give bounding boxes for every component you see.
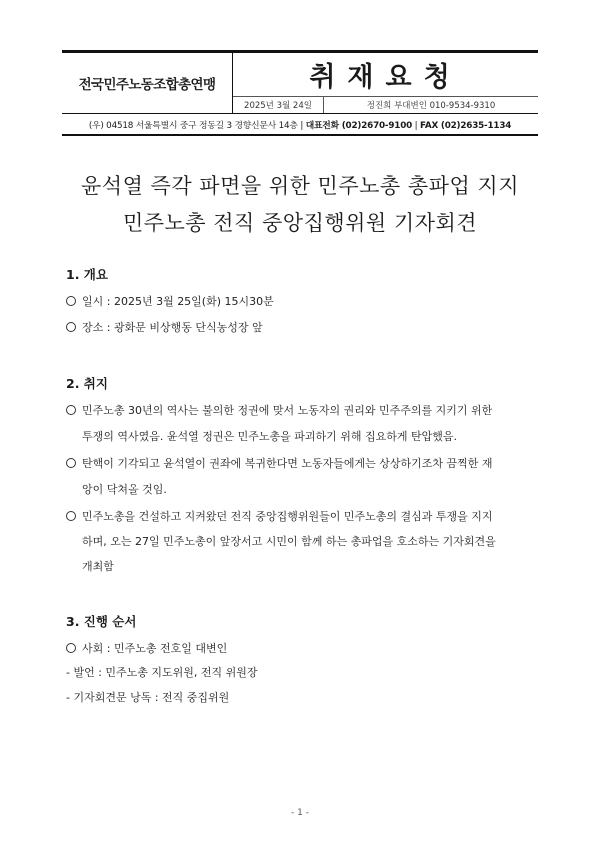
list-item-continuation: 투쟁의 역사였음. 윤석열 정권은 민주노총을 파괴하기 위해 집요하게 탄압했음. xyxy=(82,430,457,443)
address-row xyxy=(62,114,538,136)
contact-person: 정진희 부대변인 010-9534-9310 xyxy=(366,101,496,111)
list-item-continuation: 앙이 닥쳐올 것임. xyxy=(82,483,167,496)
list-item: 탄핵이 기각되고 윤석열이 권좌에 복귀한다면 노동자들에게는 상상하기조차 끔찍한 재 xyxy=(66,455,493,471)
organization-name: 전국민주노동조합총연맹 xyxy=(62,53,233,113)
address-separator: | xyxy=(414,121,421,131)
section-heading-program: 3. 진행 순서 xyxy=(66,614,137,629)
main-title-line-2: 민주노총 전직 중앙집행위원 기자회견 xyxy=(122,211,478,235)
header-meta-row xyxy=(233,97,538,113)
press-header xyxy=(62,50,538,136)
main-title-line-1: 윤석열 즉각 파면을 위한 민주노총 총파업 지지 xyxy=(81,174,519,198)
circle-bullet-icon xyxy=(66,643,76,653)
circle-bullet-icon xyxy=(66,511,76,521)
circle-bullet-icon xyxy=(66,296,76,306)
section-heading-overview: 1. 개요 xyxy=(66,267,108,282)
list-item: 민주노총 30년의 역사는 불의한 정권에 맞서 노동자의 권리와 민주주의를 지키기 위한 xyxy=(66,402,492,418)
release-date: 2025년 3월 24일 xyxy=(233,97,324,113)
list-item: 장소 : 광화문 비상행동 단식농성장 앞 xyxy=(66,319,263,335)
circle-bullet-icon xyxy=(66,405,76,415)
header-top-row xyxy=(62,50,538,114)
header-right-block xyxy=(233,53,538,113)
list-item: 민주노총을 건설하고 지켜왔던 전직 중앙집행위원들이 민주노총의 결심과 투쟁을 지지 xyxy=(66,508,493,524)
press-request-title: 취재요청 xyxy=(233,53,538,97)
fax-number: FAX (02)2635-1134 xyxy=(420,121,512,131)
postal-address: (우) 04518 서울특별시 중구 정동길 3 경향신문사 14층 xyxy=(88,121,298,131)
section-heading-purpose: 2. 취지 xyxy=(66,376,108,391)
address-separator: | xyxy=(300,121,306,131)
page-number: - 1 - xyxy=(291,808,309,818)
list-item-continuation: 하며, 오는 27일 민주노총이 앞장서고 시민이 함께 하는 총파업을 호소하는 기자회견을 xyxy=(82,535,496,548)
list-item: - 기자회견문 낭독 : 전직 중집위원 xyxy=(66,691,230,704)
list-item-continuation: 개최함 xyxy=(82,560,114,573)
list-item: 일시 : 2025년 3월 25일(화) 15시30분 xyxy=(66,293,274,309)
circle-bullet-icon xyxy=(66,458,76,468)
list-item: 사회 : 민주노총 전호일 대변인 xyxy=(66,640,227,656)
list-item: - 발언 : 민주노총 지도위원, 전직 위원장 xyxy=(66,666,258,679)
main-phone: 대표전화 (02)2670-9100 xyxy=(305,121,413,131)
circle-bullet-icon xyxy=(66,322,76,332)
